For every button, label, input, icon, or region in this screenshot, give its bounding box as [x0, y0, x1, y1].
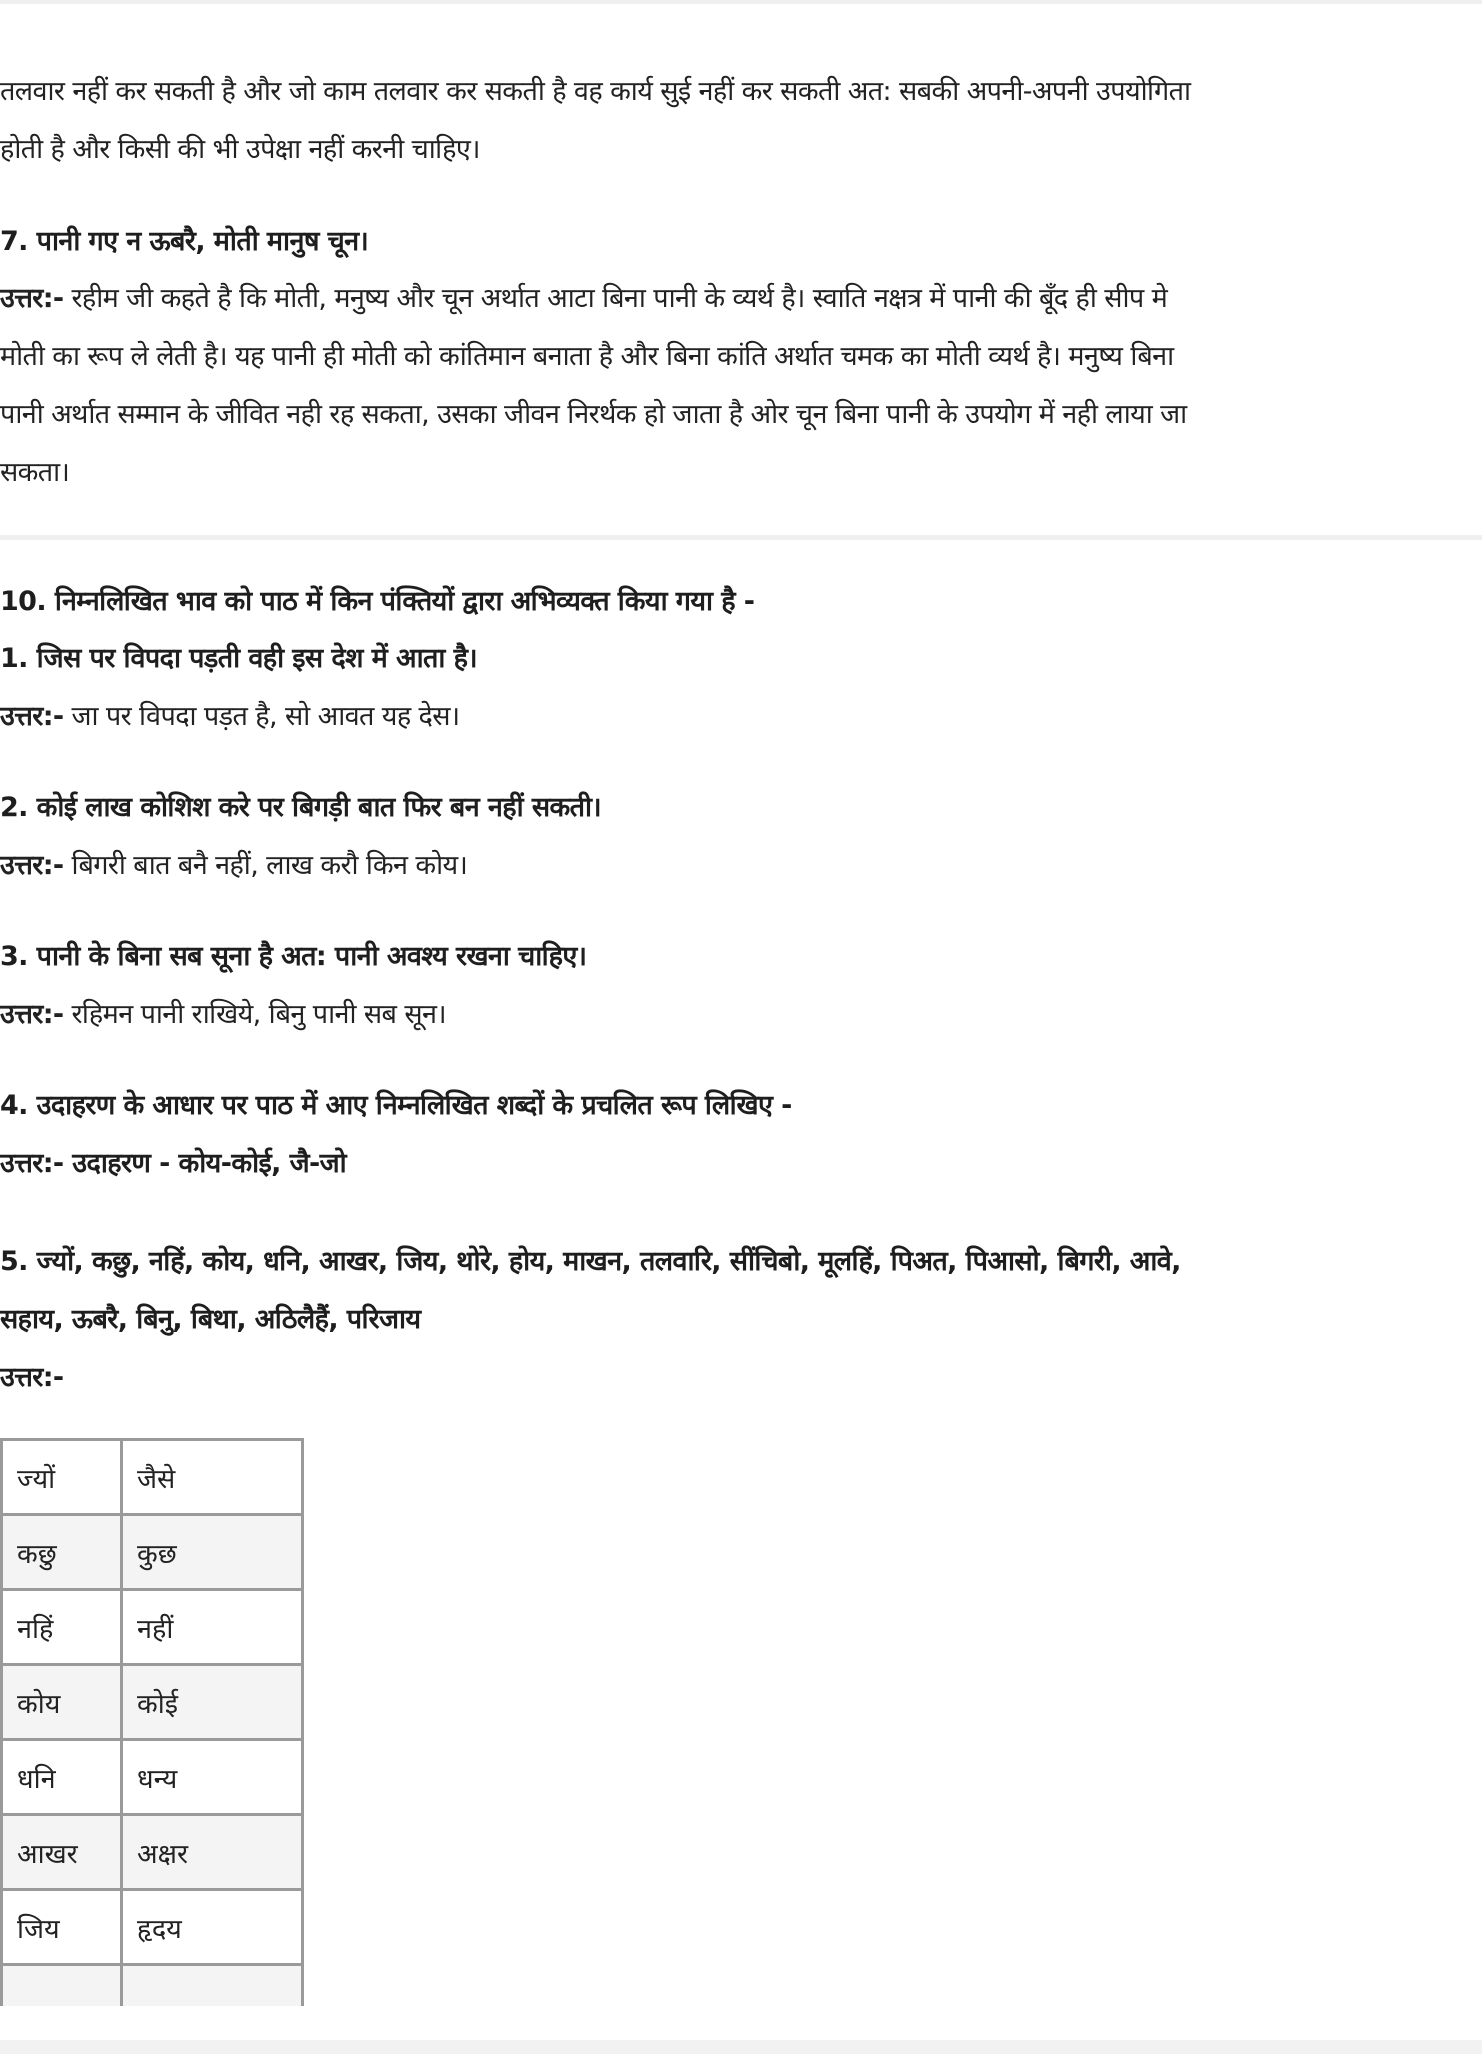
- table-cell-original: धनि: [2, 1740, 122, 1815]
- answer-label: उत्तर:-: [0, 1148, 64, 1179]
- answer-text: रहिमन पानी राखिये, बिनु पानी सब सून।: [63, 999, 446, 1030]
- table-row: [2, 1515, 303, 1590]
- answer-label: उत्तर:-: [0, 701, 64, 732]
- answer-line: [0, 697, 460, 737]
- question-heading: 10. निम्नलिखित भाव को पाठ में किन पंक्तियों द्वारा अभिव्यक्त किया गया है -: [0, 586, 755, 617]
- table-cell-original: [2, 1965, 122, 2007]
- bottom-divider: [0, 2040, 1482, 2054]
- table-cell-original: कोय: [2, 1665, 122, 1740]
- paragraph-line: तलवार नहीं कर सकती है और जो काम तलवार कर सकती है वह कार्य सुई नहीं कर सकती अत: सबकी अपनी-अपनी उपयोगिता: [0, 76, 1191, 107]
- table-cell-modern: जैसे: [122, 1440, 303, 1515]
- table-row: [2, 1965, 303, 2007]
- sub-question-1: 1. जिस पर विपदा पड़ती वही इस देश में आता है।: [0, 643, 477, 674]
- answer-label: उत्तर:-: [0, 1362, 64, 1393]
- answer-line: सकता।: [0, 457, 70, 488]
- answer-line: [0, 846, 467, 886]
- answer-text: जा पर विपदा पड़त है, सो आवत यह देस।: [63, 701, 460, 732]
- answer-line: [0, 1144, 346, 1184]
- sub-question-2: 2. कोई लाख कोशिश करे पर बिगड़ी बात फिर बन नहीं सकती।: [0, 792, 602, 823]
- sub-question-4: 4. उदाहरण के आधार पर पाठ में आए निम्नलिखित शब्दों के प्रचलित रूप लिखिए -: [0, 1090, 792, 1121]
- answer-text: बिगरी बात बनै नहीं, लाख करौ किन कोय।: [63, 850, 468, 881]
- table-cell-modern: नहीं: [122, 1590, 303, 1665]
- table-cell-modern: कोई: [122, 1665, 303, 1740]
- table-row: [2, 1740, 303, 1815]
- top-divider: [0, 0, 1482, 4]
- question-heading-cont: सहाय, ऊबरै, बिनु, बिथा, अठिलैहैं, परिजाय: [0, 1304, 421, 1335]
- question-heading: 5. ज्यों, कछु, नहिं, कोय, धनि, आखर, जिय, थोरे, होय, माखन, तलवारि, सींचिबो, मूलहिं, पिअत, पिआसो, बिगरी, आवे,: [0, 1246, 1181, 1277]
- answer-line: [0, 995, 446, 1035]
- table-row: [2, 1440, 303, 1515]
- table-cell-original: ज्यों: [2, 1440, 122, 1515]
- table-cell-original: आखर: [2, 1815, 122, 1890]
- answer-label: उत्तर:-: [0, 283, 64, 314]
- sub-question-3: 3. पानी के बिना सब सूना है अत: पानी अवश्य रखना चाहिए।: [0, 941, 587, 972]
- table-row: [2, 1890, 303, 1965]
- table-cell-modern: धन्य: [122, 1740, 303, 1815]
- paragraph-line: होती है और किसी की भी उपेक्षा नहीं करनी चाहिए।: [0, 134, 480, 165]
- word-table-container: [0, 1438, 304, 2006]
- answer-line: [0, 279, 1167, 319]
- table-cell-original: कछु: [2, 1515, 122, 1590]
- answer-text: रहीम जी कहते है कि मोती, मनुष्य और चून अर्थात आटा बिना पानी के व्यर्थ है। स्वाति नक्षत्र में पानी की बूँद ही सीप मे: [63, 283, 1168, 314]
- table-cell-original: जिय: [2, 1890, 122, 1965]
- answer-line: पानी अर्थात सम्मान के जीवित नही रह सकता, उसका जीवन निरर्थक हो जाता है ओर चून बिना पानी के उपयोग में नही लाया जा: [0, 399, 1187, 430]
- word-conversion-table: [0, 1438, 304, 2006]
- table-cell-modern: हृदय: [122, 1890, 303, 1965]
- table-row: [2, 1815, 303, 1890]
- answer-label: उत्तर:-: [0, 850, 64, 881]
- question-heading: 7. पानी गए न ऊबरै, मोती मानुष चून।: [0, 226, 369, 257]
- section-divider: [0, 535, 1482, 540]
- answer-line: मोती का रूप ले लेती है। यह पानी ही मोती को कांतिमान बनाता है और बिना कांति अर्थात चमक का मोती व्यर्थ है। मनुष्य बिना: [0, 341, 1174, 372]
- table-row: [2, 1665, 303, 1740]
- table-cell-original: नहिं: [2, 1590, 122, 1665]
- table-cell-modern: कुछ: [122, 1515, 303, 1590]
- table-cell-modern: अक्षर: [122, 1815, 303, 1890]
- answer-label: उत्तर:-: [0, 999, 64, 1030]
- table-cell-modern: [122, 1965, 303, 2007]
- table-row: [2, 1590, 303, 1665]
- answer-text: उदाहरण - कोय-कोई, जै-जो: [63, 1148, 347, 1179]
